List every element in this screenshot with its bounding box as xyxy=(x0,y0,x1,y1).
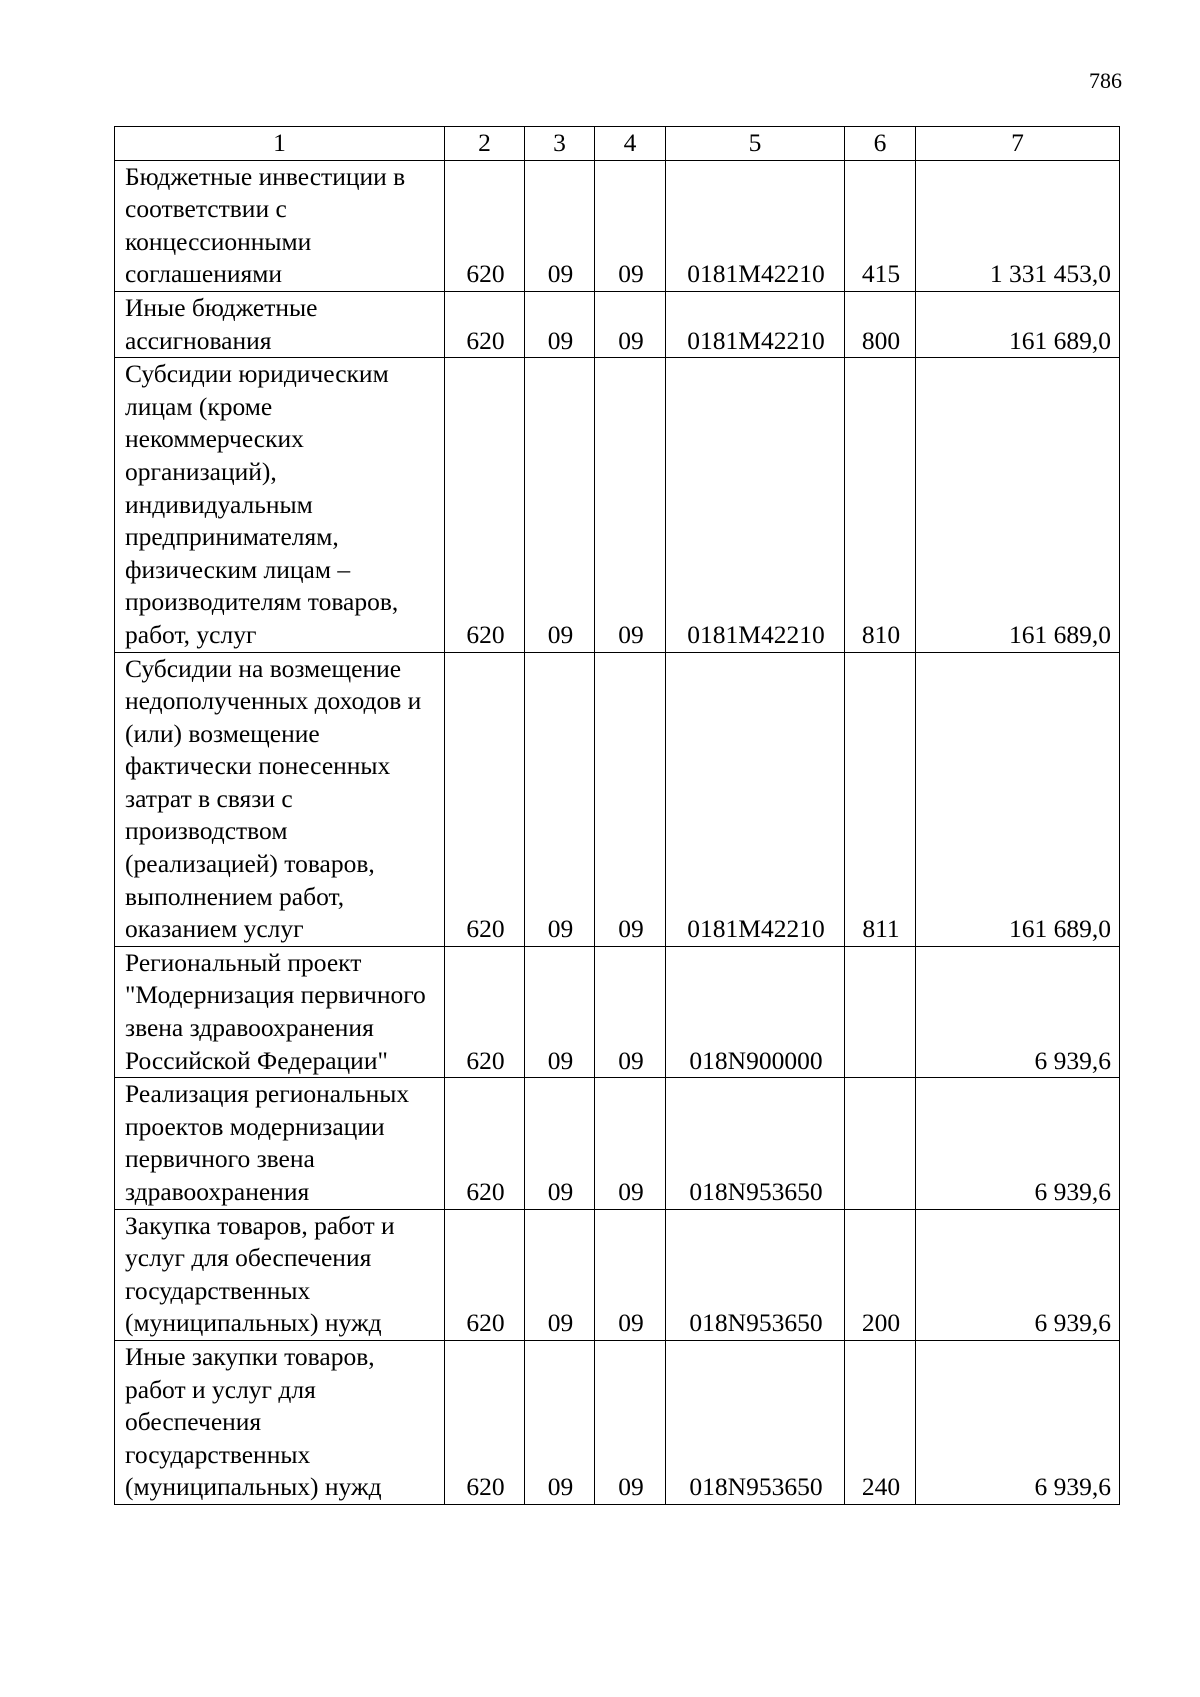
target-article-cell: 018N900000 xyxy=(666,946,845,1077)
grbs-cell: 620 xyxy=(445,160,525,291)
column-header: 3 xyxy=(525,127,595,161)
row-name-cell: Закупка товаров, работ и услуг для обеспечения государственных (муниципальных) нужд xyxy=(115,1209,445,1340)
amount-cell: 161 689,0 xyxy=(916,291,1120,357)
row-name-cell: Реализация региональных проектов модернизации первичного звена здравоохранения xyxy=(115,1078,445,1209)
grbs-cell: 620 xyxy=(445,1078,525,1209)
target-article-cell: 018N953650 xyxy=(666,1340,845,1504)
section-cell: 09 xyxy=(525,652,595,946)
column-header: 6 xyxy=(845,127,916,161)
subsection-cell: 09 xyxy=(595,160,666,291)
grbs-cell: 620 xyxy=(445,358,525,652)
expense-type-cell: 415 xyxy=(845,160,916,291)
budget-table xyxy=(114,126,1120,1505)
column-header: 5 xyxy=(666,127,845,161)
table-row xyxy=(115,160,1120,291)
expense-type-cell: 800 xyxy=(845,291,916,357)
row-name-cell: Иные бюджетные ассигнования xyxy=(115,291,445,357)
section-cell: 09 xyxy=(525,358,595,652)
subsection-cell: 09 xyxy=(595,946,666,1077)
table-row xyxy=(115,291,1120,357)
target-article-cell: 018N953650 xyxy=(666,1209,845,1340)
table-row xyxy=(115,1209,1120,1340)
expense-type-cell xyxy=(845,1078,916,1209)
row-name-cell: Бюджетные инвестиции в соответствии с концессионными соглашениями xyxy=(115,160,445,291)
column-header: 4 xyxy=(595,127,666,161)
expense-type-cell: 811 xyxy=(845,652,916,946)
amount-cell: 161 689,0 xyxy=(916,358,1120,652)
subsection-cell: 09 xyxy=(595,1340,666,1504)
subsection-cell: 09 xyxy=(595,358,666,652)
subsection-cell: 09 xyxy=(595,1209,666,1340)
amount-cell: 1 331 453,0 xyxy=(916,160,1120,291)
expense-type-cell: 200 xyxy=(845,1209,916,1340)
amount-cell: 6 939,6 xyxy=(916,1078,1120,1209)
row-name-cell: Иные закупки товаров, работ и услуг для обеспечения государственных (муниципальных) нужд xyxy=(115,1340,445,1504)
grbs-cell: 620 xyxy=(445,652,525,946)
target-article-cell: 0181M42210 xyxy=(666,160,845,291)
expense-type-cell: 240 xyxy=(845,1340,916,1504)
grbs-cell: 620 xyxy=(445,1340,525,1504)
grbs-cell: 620 xyxy=(445,1209,525,1340)
header-row xyxy=(115,127,1120,161)
table-row xyxy=(115,1340,1120,1504)
page-number: 786 xyxy=(1089,68,1122,93)
section-cell: 09 xyxy=(525,160,595,291)
column-header: 7 xyxy=(916,127,1120,161)
amount-cell: 161 689,0 xyxy=(916,652,1120,946)
table-row xyxy=(115,358,1120,652)
section-cell: 09 xyxy=(525,291,595,357)
target-article-cell: 0181M42210 xyxy=(666,291,845,357)
table-row xyxy=(115,1078,1120,1209)
amount-cell: 6 939,6 xyxy=(916,1209,1120,1340)
section-cell: 09 xyxy=(525,1340,595,1504)
column-header: 1 xyxy=(115,127,445,161)
section-cell: 09 xyxy=(525,1078,595,1209)
expense-type-cell: 810 xyxy=(845,358,916,652)
table-row xyxy=(115,652,1120,946)
target-article-cell: 018N953650 xyxy=(666,1078,845,1209)
target-article-cell: 0181M42210 xyxy=(666,358,845,652)
section-cell: 09 xyxy=(525,946,595,1077)
grbs-cell: 620 xyxy=(445,291,525,357)
expense-type-cell xyxy=(845,946,916,1077)
amount-cell: 6 939,6 xyxy=(916,1340,1120,1504)
subsection-cell: 09 xyxy=(595,652,666,946)
row-name-cell: Региональный проект "Модернизация первичного звена здравоохранения Российской Федерации" xyxy=(115,946,445,1077)
table-row xyxy=(115,946,1120,1077)
target-article-cell: 0181M42210 xyxy=(666,652,845,946)
amount-cell: 6 939,6 xyxy=(916,946,1120,1077)
row-name-cell: Субсидии юридическим лицам (кроме некоммерческих организаций), индивидуальным предпринимателям, физическим лицам – производителям товаров, работ, услуг xyxy=(115,358,445,652)
grbs-cell: 620 xyxy=(445,946,525,1077)
row-name-cell: Субсидии на возмещение недополученных доходов и (или) возмещение фактически понесенных затрат в связи с производством (реализацией) товаров, выполнением работ, оказанием услуг xyxy=(115,652,445,946)
column-header: 2 xyxy=(445,127,525,161)
subsection-cell: 09 xyxy=(595,1078,666,1209)
subsection-cell: 09 xyxy=(595,291,666,357)
section-cell: 09 xyxy=(525,1209,595,1340)
